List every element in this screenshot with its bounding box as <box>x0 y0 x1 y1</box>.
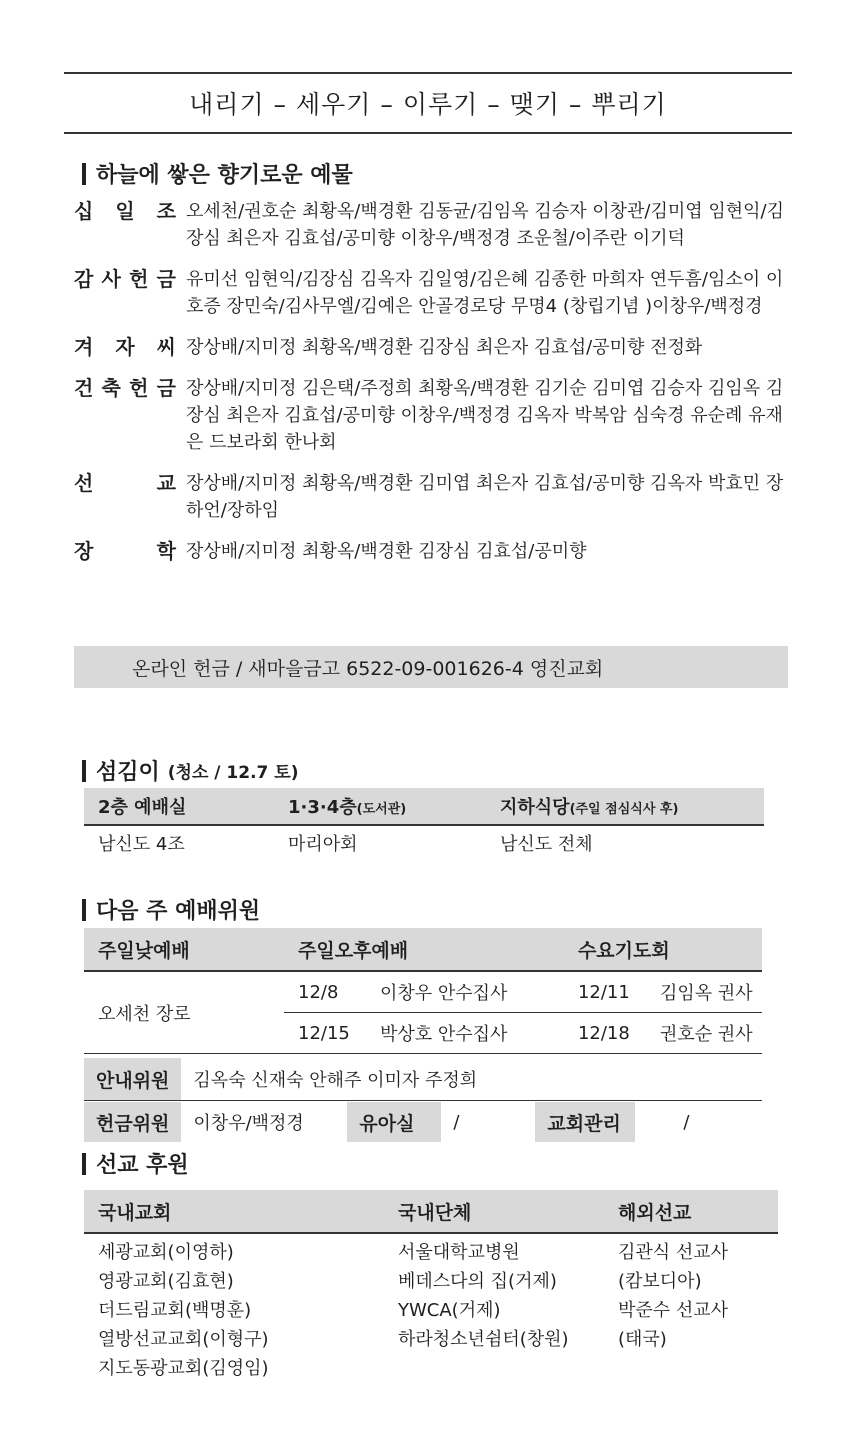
worship-title: 다음 주 예배위원 <box>96 899 261 924</box>
offering-label: 선 교 <box>74 471 176 495</box>
cleaning-subtitle: (청소 / 12.7 토) <box>167 763 299 783</box>
worship-table <box>84 928 762 1054</box>
wednesday-date: 12/11 <box>564 971 646 1013</box>
offering-label: 겨 자 씨 <box>74 335 176 359</box>
cleaning-table <box>84 788 764 860</box>
cleaning-cell: 남신도 전체 <box>500 834 593 855</box>
mission-body <box>84 1234 778 1383</box>
wednesday-date: 12/18 <box>564 1013 646 1054</box>
mission-support-table <box>84 1190 778 1383</box>
list-item: YWCA(거제) <box>398 1300 501 1321</box>
offering-names: 장상배/지미정 김은택/주정희 최황옥/백경환 김기순 김미엽 김승자 김임옥 김장심 최은자 김효섭/공미향 이창우/백정경 김옥자 박복암 심숙경 유순례 유재은 드보라회 한나회 <box>186 378 784 453</box>
list-item: 박준수 선교사 <box>618 1300 729 1321</box>
mission-header-row <box>84 1190 778 1234</box>
offerings-section-title <box>82 158 353 189</box>
staff-row <box>84 1102 762 1142</box>
offering-names: 장상배/지미정 최황옥/백경환 김미엽 최은자 김효섭/공미향 김옥자 박효민 장하언/장하임 <box>186 473 784 521</box>
domestic-orgs-list <box>384 1238 604 1383</box>
list-item: 세광교회(이영하) <box>98 1242 234 1263</box>
cleaning-cell: 남신도 4조 <box>98 834 185 855</box>
list-item: (캄보디아) <box>618 1271 702 1292</box>
usher-names: 김옥숙 신재숙 안해주 이미자 주정희 <box>193 1070 478 1091</box>
offering-label: 감 사 헌 금 <box>74 267 176 291</box>
nursery-label: 유아실 <box>347 1102 441 1142</box>
church-mgmt-value: / <box>683 1111 690 1133</box>
church-mgmt-label: 교회관리 <box>535 1102 635 1142</box>
list-item: 김관식 선교사 <box>618 1242 729 1263</box>
offering-names: 장상배/지미정 최황옥/백경환 김장심 최은자 김효섭/공미향 전정화 <box>186 337 703 358</box>
cleaning-header: 지하식당(주일 점심식사 후) <box>486 788 764 825</box>
offering-row-mustard <box>74 334 794 361</box>
offerings-list <box>74 198 794 579</box>
offering-committee-label: 헌금위원 <box>84 1102 181 1142</box>
motto-banner: 내리기 – 세우기 – 이루기 – 맺기 – 뿌리기 <box>64 72 792 134</box>
section-bar <box>82 899 86 921</box>
sunday-morning-leader: 오세천 장로 <box>84 971 284 1054</box>
nursery-value: / <box>453 1111 460 1133</box>
mission-title: 선교 후원 <box>96 1153 189 1178</box>
offering-label: 십 일 조 <box>74 199 176 223</box>
cleaning-cell: 마리아회 <box>288 834 358 855</box>
online-offering-account: 온라인 헌금 / 새마을금고 6522-09-001626-4 영진교회 <box>74 646 788 688</box>
worship-header: 수요기도회 <box>564 928 762 971</box>
offering-row-building <box>74 375 794 456</box>
offerings-title: 하늘에 쌓은 향기로운 예물 <box>96 163 353 188</box>
cleaning-title: 섬김이 <box>96 760 160 785</box>
offering-names: 유미선 임현익/김장심 김옥자 김일영/김은혜 김종한 마희자 연두흠/임소이 이호증 장민숙/김사무엘/김예은 안골경로당 무명4 (창립기념 )이창우/백정경 <box>186 269 784 317</box>
offering-row-tithe <box>74 198 794 252</box>
offering-committee-names: 이창우/백정경 <box>193 1113 304 1134</box>
list-item: 열방선교교회(이형구) <box>98 1329 269 1350</box>
section-bar <box>82 1153 86 1175</box>
worship-header: 주일낮예배 <box>84 928 284 971</box>
domestic-churches-list <box>84 1238 384 1383</box>
list-item: (태국) <box>618 1329 667 1350</box>
section-bar <box>82 760 86 782</box>
list-item: 서울대학교병원 <box>398 1242 520 1263</box>
usher-row <box>84 1058 762 1101</box>
usher-label: 안내위원 <box>84 1058 181 1100</box>
offering-names: 장상배/지미정 최황옥/백경환 김장심 김효섭/공미향 <box>186 541 587 562</box>
list-item: 하라청소년쉼터(창원) <box>398 1329 569 1350</box>
mission-header: 해외선교 <box>618 1201 692 1224</box>
wednesday-leader: 김임옥 권사 <box>646 971 762 1013</box>
worship-section-title <box>82 894 260 925</box>
mission-header: 국내단체 <box>398 1201 472 1224</box>
list-item: 베데스다의 집(거제) <box>398 1271 557 1292</box>
section-bar <box>82 163 86 185</box>
list-item: 지도동광교회(김영임) <box>98 1358 269 1379</box>
cleaning-header: 2층 예배실 <box>84 788 274 825</box>
cleaning-section-title <box>82 755 298 786</box>
afternoon-leader: 이창우 안수집사 <box>366 971 564 1013</box>
offering-label: 장 학 <box>74 539 176 563</box>
afternoon-leader: 박상호 안수집사 <box>366 1013 564 1054</box>
offering-names: 오세천/권호순 최황옥/백경환 김동균/김임옥 김승자 이창관/김미엽 임현익/김장심 최은자 김효섭/공미향 이창우/백정경 조운철/이주란 이기덕 <box>186 201 784 249</box>
afternoon-date: 12/8 <box>284 971 366 1013</box>
cleaning-header: 1·3·4층(도서관) <box>274 788 486 825</box>
overseas-mission-list <box>604 1238 778 1383</box>
afternoon-date: 12/15 <box>284 1013 366 1054</box>
list-item: 더드림교회(백명훈) <box>98 1300 252 1321</box>
offering-row-thanks <box>74 266 794 320</box>
mission-header: 국내교회 <box>98 1201 172 1224</box>
offering-label: 건 축 헌 금 <box>74 376 176 400</box>
wednesday-leader: 권호순 권사 <box>646 1013 762 1054</box>
offering-row-scholarship <box>74 538 794 565</box>
offering-row-mission <box>74 470 794 524</box>
mission-section-title <box>82 1148 189 1179</box>
worship-header: 주일오후예배 <box>284 928 564 971</box>
list-item: 영광교회(김효현) <box>98 1271 234 1292</box>
